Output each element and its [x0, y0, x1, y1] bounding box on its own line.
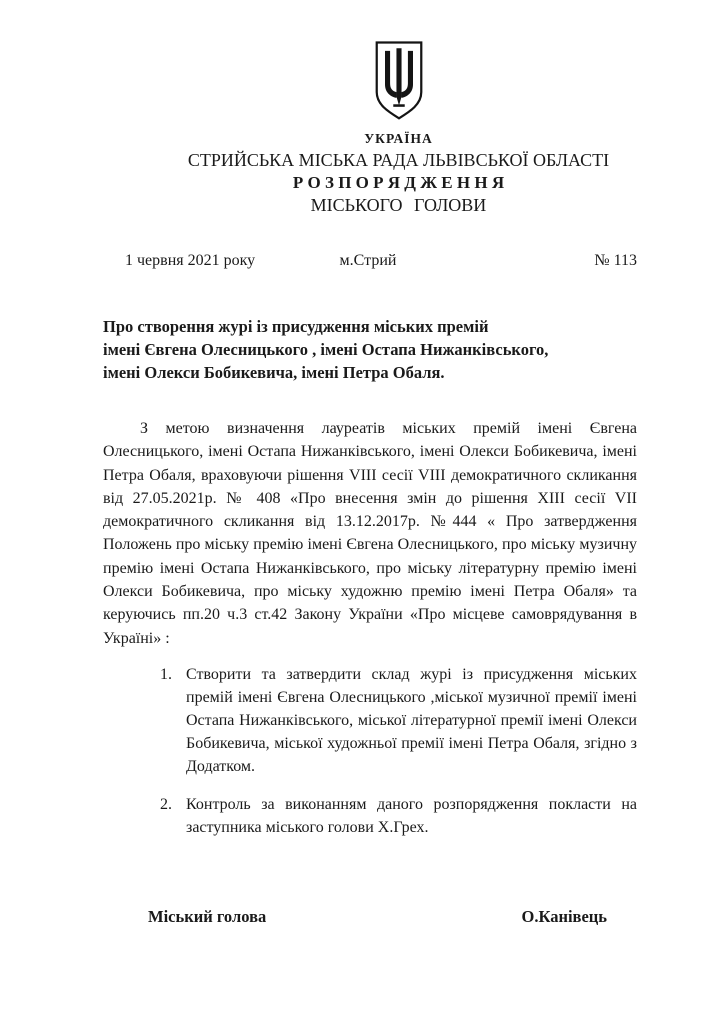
document-header	[160, 40, 637, 216]
list-item	[160, 793, 637, 839]
document-type-heading: Р О З П О Р Я Д Ж Е Н Н Я	[292, 173, 505, 192]
title-line-2: імені Євгена Олесницького , імені Остапа Нижанківського,	[103, 340, 549, 359]
item-number: 2.	[160, 795, 172, 813]
country-name: УКРАЇНА	[364, 131, 433, 146]
item-text: Контроль за виконанням даного розпорядження покласти на заступника міського голови Х.Грех.	[186, 795, 637, 836]
document-meta-row	[103, 252, 637, 270]
document-place: м.Стрий	[339, 252, 397, 269]
signature-row	[103, 907, 637, 927]
document-title	[103, 315, 637, 384]
tryzub-icon	[367, 40, 431, 124]
preamble-paragraph: З метою визначення лауреатів міських премій імені Євгена Олесницького, імені Остапа Нижанківського, імені Олекси Бобикевича, імені Петра Обаля, враховуючи рішення VIII сесії VIII демократичного скликання від 27.05.2021р. № 408 «Про внесення змін до рішення XIII сесії VII демократичного скликання від 13.12.2017р. №444 « Про затвердження Положень про міську премію імені Євгена Олесницького, про міську музичну премію імені Остапа Нижанківського, про міську літературну премію імені Олекси Бобикевича, про міську художню премію імені Петра Обаля» та керуючись пп.20 ч.3 ст.42 Закону України «Про місцеве самоврядування в Україні» :	[103, 420, 637, 647]
document-number: № 113	[594, 252, 637, 269]
title-line-3: імені Олекси Бобикевича, імені Петра Обаля.	[103, 363, 445, 382]
ordered-items	[103, 663, 637, 839]
document-date: 1 червня 2021 року	[125, 252, 256, 269]
list-item	[160, 663, 637, 778]
issuer-heading: МІСЬКОГО ГОЛОВИ	[310, 195, 487, 215]
title-line-1: Про створення журі із присудження міських премій	[103, 317, 489, 336]
item-text: Створити та затвердити склад журі із присудження міських премій імені Євгена Олесницького ,міської музичної премії імені Остапа Нижанківського, міської літературної премії імені Олекси Бобикевича, міської художньої премії імені Петра Обаля, згідно з Додатком.	[186, 665, 637, 775]
organization-name: СТРИЙСЬКА МІСЬКА РАДА ЛЬВІВСЬКОЇ ОБЛАСТІ	[187, 150, 610, 170]
signer-role: Міський голова	[148, 906, 267, 926]
signer-name: О.Канівець	[521, 906, 607, 926]
item-number: 1.	[160, 665, 172, 683]
coat-of-arms	[160, 40, 637, 147]
